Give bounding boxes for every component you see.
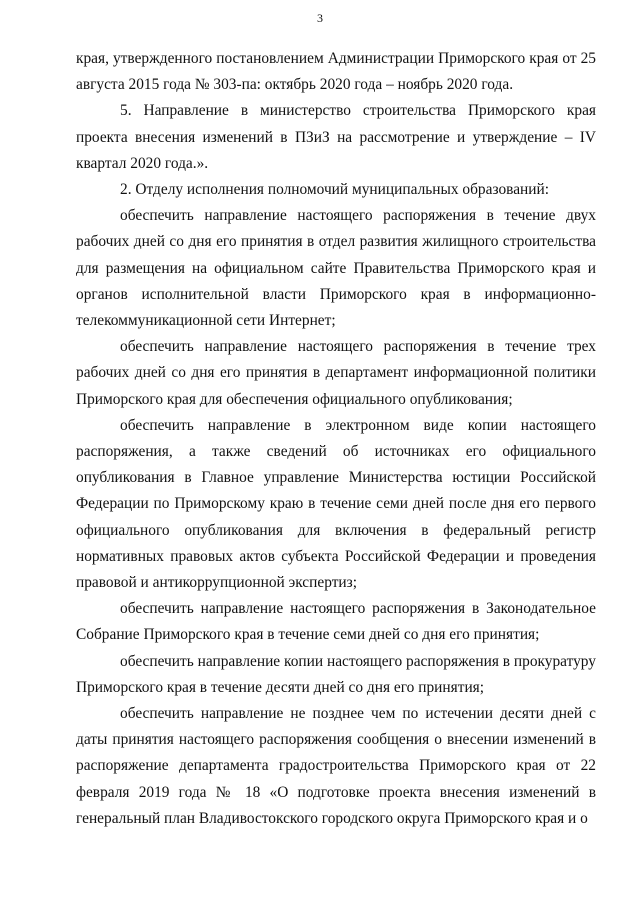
- paragraph-website-publication: обеспечить направление настоящего распоряжения в течение двух рабочих дней со дня его принятия в отдел развития жилищного строительства для размещения на официальном сайте Правительства Приморского края и органов исполнительной власти Приморского края в информационно-телекоммуникационной сети Интернет;: [76, 207, 596, 330]
- paragraph-continuation: края, утвержденного постановлением Администрации Приморского края от 25 августа 2015 года № 303-па: октябрь 2020 года – ноябрь 2020 года.: [76, 50, 596, 94]
- paragraph-item-2: 2. Отделу исполнения полномочий муниципальных образований:: [120, 181, 550, 199]
- paragraph-prosecutor: обеспечить направление копии настоящего распоряжения в прокуратуру Приморского края в течение десяти дней со дня его принятия;: [76, 652, 596, 696]
- paragraph-official-publication: обеспечить направление настоящего распоряжения в течение трех рабочих дней со дня его принятия в департамент информационной политики Приморского края для обеспечения официального опубликования;: [76, 338, 596, 408]
- paragraph-item-5: 5. Направление в министерство строительства Приморского края проекта внесения изменений в ПЗиЗ на рассмотрение и утверждение – IV квартал 2020 года.».: [76, 102, 596, 172]
- page-number: 3: [317, 11, 323, 25]
- paragraph-justice-ministry: обеспечить направление в электронном виде копии настоящего распоряжения, а также сведений об источниках его официального опубликования в Главное управление Министерства юстиции Российской Федерации по Приморскому краю в течение семи дней после дня его первого официального опубликования для включения в федеральный регистр нормативных правовых актов субъекта Российской Федерации и проведения правовой и антикоррупционной экспертиз;: [76, 416, 596, 592]
- paragraph-legislative-assembly: обеспечить направление настоящего распоряжения в Законодательное Собрание Приморского края в течение семи дней со дня его принятия;: [76, 600, 596, 644]
- paragraph-amendment-notice: обеспечить направление не позднее чем по истечении десяти дней с даты принятия настоящего распоряжения сообщения о внесении изменений в распоряжение департамента градостроительства Приморского края от 22 февраля 2019 года № 18 «О подготовке проекта внесения изменений в генеральный план Владивостокского городского округа Приморского края и о: [76, 705, 596, 827]
- document-body: [76, 46, 596, 832]
